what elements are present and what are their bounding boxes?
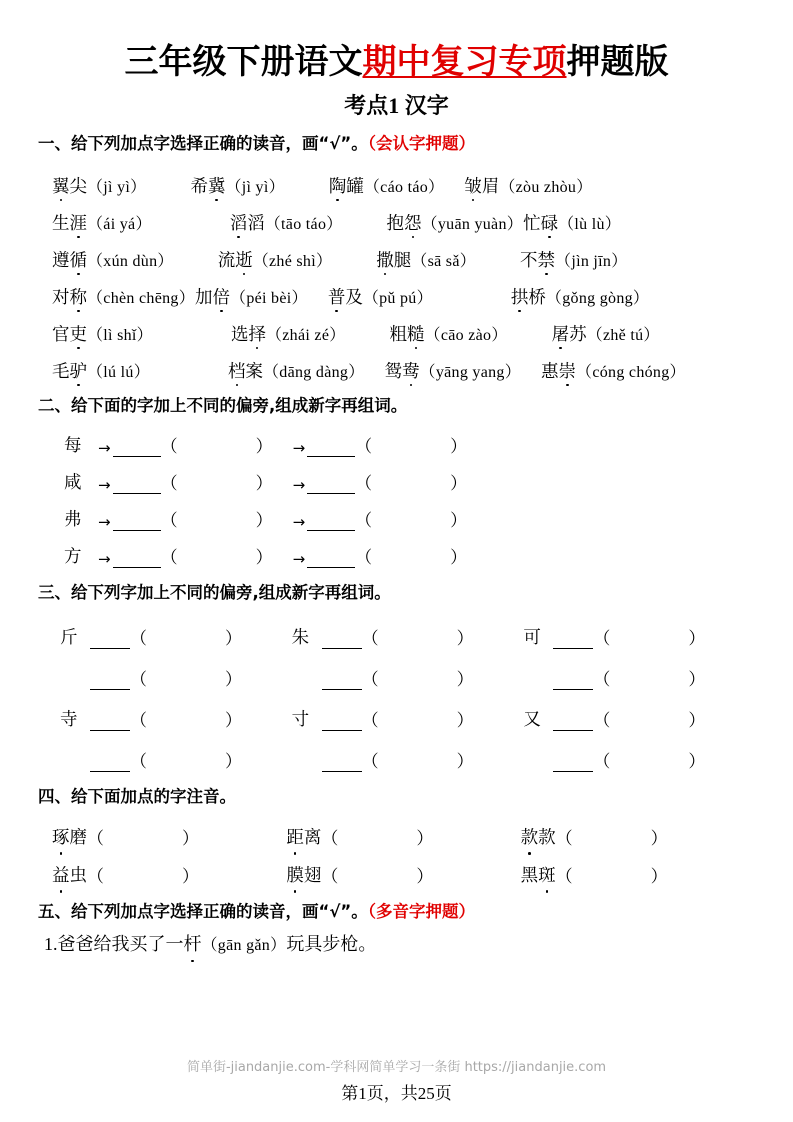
pinyin-item[interactable]: 屠苏 （zhě tú） <box>551 323 660 344</box>
dotted-char: 翼 <box>52 175 70 196</box>
pinyin-options[interactable]: （dāng dàng） <box>263 363 365 381</box>
paren-open: （ <box>87 866 104 886</box>
section-3-heading: 三、给下列字加上不同的偏旁,组成新字再组词。 <box>38 583 391 603</box>
pinyin-options[interactable]: （zhě tú） <box>586 326 660 344</box>
paren-open: （ <box>87 828 104 848</box>
radical-row <box>38 608 755 649</box>
paren-open: （ <box>160 474 178 494</box>
pinyin-options[interactable]: （péi bèi） <box>230 289 308 307</box>
section-4-heading: 四、给下面加点的字注音。 <box>38 786 236 806</box>
paren-close: ） <box>225 751 242 771</box>
section-5-heading-text: 五、给下列加点字选择正确的读音，画“√”。 <box>38 901 368 921</box>
paren-open: （ <box>355 511 373 531</box>
pinyin-options[interactable]: （cóng chóng） <box>576 363 686 381</box>
pinyin-row <box>38 233 755 270</box>
answer-blank[interactable] <box>307 552 355 568</box>
dotted-char: 档 <box>228 360 246 381</box>
answer-blank[interactable] <box>113 478 161 494</box>
annotate-cell: 琢磨 （ ） <box>52 824 286 849</box>
dotted-char: 称 <box>69 286 87 307</box>
dotted-char: 屠 <box>551 323 570 344</box>
paren-open: （ <box>593 669 611 689</box>
pinyin-item[interactable]: 惠崇 （cóng chóng） <box>541 360 686 381</box>
question-text-after: 玩具步枪。 <box>286 934 377 955</box>
pinyin-row <box>38 307 755 344</box>
pinyin-options[interactable]: （jìn jīn） <box>555 252 628 270</box>
base-character: 斤 <box>60 626 78 647</box>
pinyin-item[interactable]: 忙碌 （lù lù） <box>523 212 622 233</box>
answer-blank[interactable] <box>113 441 161 457</box>
pinyin-item[interactable]: 希冀 （jì yì） <box>190 175 285 196</box>
pinyin-item[interactable]: 对称 （chèn chēng） <box>52 286 196 307</box>
dotted-char: 普 <box>327 286 346 307</box>
dotted-char: 撒 <box>376 249 394 270</box>
pinyin-item[interactable]: 流逝 （zhé shì） <box>217 249 333 270</box>
paren-close: ） <box>456 669 474 689</box>
arrow-row <box>38 420 755 457</box>
answer-blank[interactable] <box>90 674 130 690</box>
paren-open: （ <box>160 548 178 568</box>
base-character: 弗 <box>64 509 82 530</box>
radical-row <box>38 649 755 690</box>
dotted-char: 冀 <box>207 175 226 196</box>
paren-open: （ <box>355 474 373 494</box>
pinyin-item[interactable]: 生涯 （ái yá） <box>52 212 152 233</box>
paren-open: （ <box>130 669 147 689</box>
section-1-tag: （会认字押题） <box>367 134 475 154</box>
paren-close: ） <box>255 437 273 457</box>
pinyin-item[interactable]: 毛驴 （lú lú） <box>52 360 150 381</box>
base-character: 寺 <box>60 708 78 729</box>
paren-close: ） <box>255 548 273 568</box>
pinyin-item[interactable]: 翼尖 （jì yì） <box>52 175 147 196</box>
paren-open: （ <box>361 628 379 648</box>
base-character: 方 <box>64 546 82 567</box>
arrow-row <box>38 494 755 531</box>
pinyin-options[interactable]: （lù lù） <box>558 215 622 233</box>
paren-close: ） <box>650 866 668 886</box>
radical-grid <box>38 608 755 772</box>
dotted-char: 鸯 <box>402 360 420 381</box>
dotted-char: 禁 <box>537 249 556 270</box>
pinyin-options[interactable]: （zhái zé） <box>265 326 346 344</box>
answer-blank[interactable] <box>113 515 161 531</box>
radical-arrow-list <box>38 420 755 568</box>
pinyin-item[interactable]: 普及 （pǔ pú） <box>327 286 433 307</box>
pinyin-item[interactable]: 档案 （dāng dàng） <box>228 360 365 381</box>
dotted-char: 涯 <box>69 212 87 233</box>
dotted-char: 择 <box>248 323 266 344</box>
radical-cell <box>292 747 524 772</box>
dotted-char: 吏 <box>69 323 87 344</box>
paren-open: （ <box>130 628 147 648</box>
arrow-row <box>38 531 755 568</box>
radical-row <box>38 690 755 731</box>
paren-close: ） <box>688 751 706 771</box>
answer-blank[interactable] <box>553 756 593 772</box>
paren-open: （ <box>130 710 147 730</box>
paren-close: ） <box>456 710 474 730</box>
dotted-char: 碌 <box>540 212 559 233</box>
radical-cell <box>60 665 292 690</box>
answer-blank[interactable] <box>113 552 161 568</box>
section-5-heading <box>38 901 755 922</box>
pinyin-row <box>38 344 755 381</box>
dotted-char: 杆 <box>184 930 202 956</box>
dotted-char: 逝 <box>235 249 253 270</box>
arrow-icon: → <box>98 513 111 532</box>
answer-blank[interactable] <box>322 674 362 690</box>
paren-open: （ <box>160 437 178 457</box>
paren-close: ） <box>255 474 273 494</box>
paren-close: ） <box>255 511 273 531</box>
dotted-char: 驴 <box>69 360 87 381</box>
pinyin-item[interactable]: 选择 （zhái zé） <box>230 323 346 344</box>
pinyin-options[interactable]: （chèn chēng） <box>87 289 196 307</box>
answer-blank[interactable] <box>90 715 130 731</box>
arrow-icon: → <box>292 439 306 458</box>
paren-close: ） <box>688 628 706 648</box>
pinyin-options[interactable]: （xún dùn） <box>87 252 174 270</box>
paren-close: ） <box>416 828 434 848</box>
pinyin-options[interactable]: （jì yì） <box>225 178 285 196</box>
answer-blank[interactable] <box>90 633 130 649</box>
pinyin-item[interactable]: 撒腿 （sā sǎ） <box>376 249 477 270</box>
title-highlight: 期中复习专项 <box>362 42 567 82</box>
annotate-cell: 款款 （ ） <box>521 824 755 849</box>
paren-open: （ <box>160 511 178 531</box>
annotate-cell: 益虫 （ ） <box>52 862 286 887</box>
radical-cell <box>523 706 755 731</box>
pinyin-row <box>38 196 755 233</box>
paren-close: ） <box>456 628 474 648</box>
section-1-heading <box>38 133 755 154</box>
radical-cell <box>292 665 524 690</box>
pinyin-options[interactable]: （pǔ pú） <box>362 289 433 307</box>
answer-blank[interactable] <box>553 674 593 690</box>
dotted-char: 滔 <box>229 212 248 233</box>
paren-close: ） <box>450 511 468 531</box>
paren-open: （ <box>130 751 147 771</box>
paren-close: ） <box>456 751 474 771</box>
pinyin-row <box>38 159 755 196</box>
radical-cell <box>523 665 755 690</box>
arrow-row <box>38 457 755 494</box>
base-character: 咸 <box>64 472 82 493</box>
dotted-char: 拱 <box>510 286 529 307</box>
paren-close: ） <box>650 828 668 848</box>
dotted-char: 斑 <box>538 862 556 887</box>
pinyin-options[interactable]: （lú lú） <box>87 363 150 381</box>
title-part2: 押题版 <box>566 42 669 82</box>
pinyin-item[interactable]: 官吏 （lì shǐ） <box>52 323 153 344</box>
question-text-before: 爸爸给我买了一 <box>57 934 184 955</box>
pinyin-item[interactable]: 陶罐 （cáo táo） <box>328 175 445 196</box>
paren-close: ） <box>182 828 199 848</box>
pinyin-item[interactable]: 拱桥 （gǒng gòng） <box>510 286 650 307</box>
pinyin-item[interactable]: 抱怨 （yuān yuàn） <box>386 212 524 233</box>
pinyin-options[interactable]: （sā sǎ） <box>411 252 477 270</box>
annotate-cell: 黑斑 （ ） <box>521 862 755 887</box>
base-character: 又 <box>523 708 541 729</box>
pinyin-options[interactable]: （yuān yuàn） <box>421 215 524 233</box>
dotted-char: 崇 <box>558 360 577 381</box>
radical-cell <box>292 624 524 649</box>
paren-close: ） <box>450 474 468 494</box>
paren-open: （ <box>355 548 373 568</box>
base-character: 寸 <box>291 708 310 729</box>
paren-close: ） <box>450 437 468 457</box>
radical-row <box>38 731 755 772</box>
annotate-list <box>38 811 755 887</box>
pinyin-options[interactable]: （jì yì） <box>87 178 147 196</box>
paren-open: （ <box>355 437 373 457</box>
arrow-icon: → <box>292 550 306 569</box>
dotted-char: 款 <box>521 824 539 849</box>
page-number: 第1页，共25页 <box>341 1084 452 1103</box>
arrow-icon: → <box>98 439 111 458</box>
pinyin-options[interactable]: （gǒng gòng） <box>545 289 650 307</box>
paren-open: （ <box>593 751 611 771</box>
paren-close: ） <box>688 710 706 730</box>
dotted-char: 糙 <box>407 323 425 344</box>
annotate-row <box>38 811 755 849</box>
section-5-tag: （多音字押题） <box>367 901 475 921</box>
paren-open: （ <box>361 710 379 730</box>
paren-close: ） <box>450 548 468 568</box>
dotted-char: 琢 <box>52 824 70 849</box>
base-character: 可 <box>523 626 541 647</box>
pinyin-options[interactable]: （gān gǎn） <box>201 937 287 955</box>
paren-close: ） <box>688 669 706 689</box>
answer-blank[interactable] <box>553 633 593 649</box>
pinyin-options[interactable]: （tāo táo） <box>264 215 343 233</box>
paren-open: （ <box>321 866 339 886</box>
radical-cell <box>523 747 755 772</box>
paren-open: （ <box>555 866 573 886</box>
page-footer <box>0 1059 793 1104</box>
arrow-icon: → <box>292 476 306 495</box>
paren-open: （ <box>361 669 379 689</box>
answer-blank[interactable] <box>90 756 130 772</box>
paren-close: ） <box>225 710 242 730</box>
pinyin-options[interactable]: （lì shǐ） <box>87 326 153 344</box>
page-title <box>38 0 755 83</box>
answer-blank[interactable] <box>307 515 355 531</box>
paren-close: ） <box>182 866 199 886</box>
pinyin-item[interactable]: 加倍 （péi bèi） <box>195 286 308 307</box>
paren-close: ） <box>416 866 434 886</box>
section-2-heading: 二、给下面的字加上不同的偏旁,组成新字再组词。 <box>38 395 408 415</box>
section-1-heading-text: 一、给下列加点字选择正确的读音，画“√”。 <box>38 134 368 154</box>
radical-cell <box>292 706 524 731</box>
pinyin-options[interactable]: （yāng yang） <box>419 363 522 381</box>
dotted-char: 循 <box>69 249 87 270</box>
paren-close: ） <box>225 669 242 689</box>
annotate-cell: 膜翅 （ ） <box>286 862 520 887</box>
dotted-char: 皱 <box>464 175 482 196</box>
dotted-char: 怨 <box>404 212 422 233</box>
pinyin-options[interactable]: （cáo táo） <box>363 178 445 196</box>
base-character: 每 <box>64 435 82 456</box>
pinyin-choice-list <box>38 159 755 381</box>
answer-blank[interactable] <box>322 715 362 731</box>
pinyin-options[interactable]: （zhé shì） <box>252 252 333 270</box>
radical-cell <box>60 747 292 772</box>
answer-blank[interactable] <box>322 756 362 772</box>
annotate-cell: 距离 （ ） <box>286 824 520 849</box>
dotted-char: 距 <box>286 824 304 849</box>
paren-open: （ <box>593 628 611 648</box>
dotted-char: 膜 <box>286 862 304 887</box>
pinyin-item[interactable]: 粗糙 （cāo zào） <box>389 323 508 344</box>
pinyin-options[interactable]: （zòu zhòu） <box>499 178 593 196</box>
pinyin-item[interactable]: 不禁 （jìn jīn） <box>520 249 628 270</box>
dotted-char: 倍 <box>212 286 231 307</box>
title-part1: 三年级下册语文 <box>124 42 363 82</box>
pinyin-options[interactable]: （ái yá） <box>87 215 152 233</box>
pinyin-item[interactable]: 遵循 （xún dùn） <box>52 249 174 270</box>
answer-blank[interactable] <box>322 633 362 649</box>
base-character: 朱 <box>291 626 310 647</box>
paren-open: （ <box>555 828 573 848</box>
page-subtitle: 考点1 汉字 <box>344 92 449 118</box>
arrow-icon: → <box>292 513 306 532</box>
pinyin-row <box>38 270 755 307</box>
paren-open: （ <box>593 710 611 730</box>
radical-cell <box>523 624 755 649</box>
radical-cell <box>60 624 292 649</box>
paren-open: （ <box>361 751 379 771</box>
answer-blank[interactable] <box>307 478 355 494</box>
watermark-text: 简单街-jiandanjie.com-学科网简单学习一条街 https://jiandanjie.com <box>186 1059 607 1075</box>
pinyin-item[interactable]: 皱眉 （zòu zhòu） <box>464 175 593 196</box>
dotted-char: 益 <box>52 862 70 887</box>
question-number: 1. <box>44 934 58 955</box>
annotate-row <box>38 849 755 887</box>
pinyin-item[interactable]: 滔滔 （tāo táo） <box>229 212 343 233</box>
arrow-icon: → <box>98 476 111 495</box>
radical-cell <box>60 706 292 731</box>
paren-open: （ <box>321 828 339 848</box>
answer-blank[interactable] <box>307 441 355 457</box>
paren-close: ） <box>225 628 242 648</box>
pinyin-item[interactable]: 鸳鸯 （yāng yang） <box>384 360 522 381</box>
dotted-char: 陶 <box>328 175 347 196</box>
pinyin-options[interactable]: （cāo zào） <box>424 326 508 344</box>
question-line[interactable] <box>38 930 755 956</box>
answer-blank[interactable] <box>553 715 593 731</box>
arrow-icon: → <box>98 550 111 569</box>
